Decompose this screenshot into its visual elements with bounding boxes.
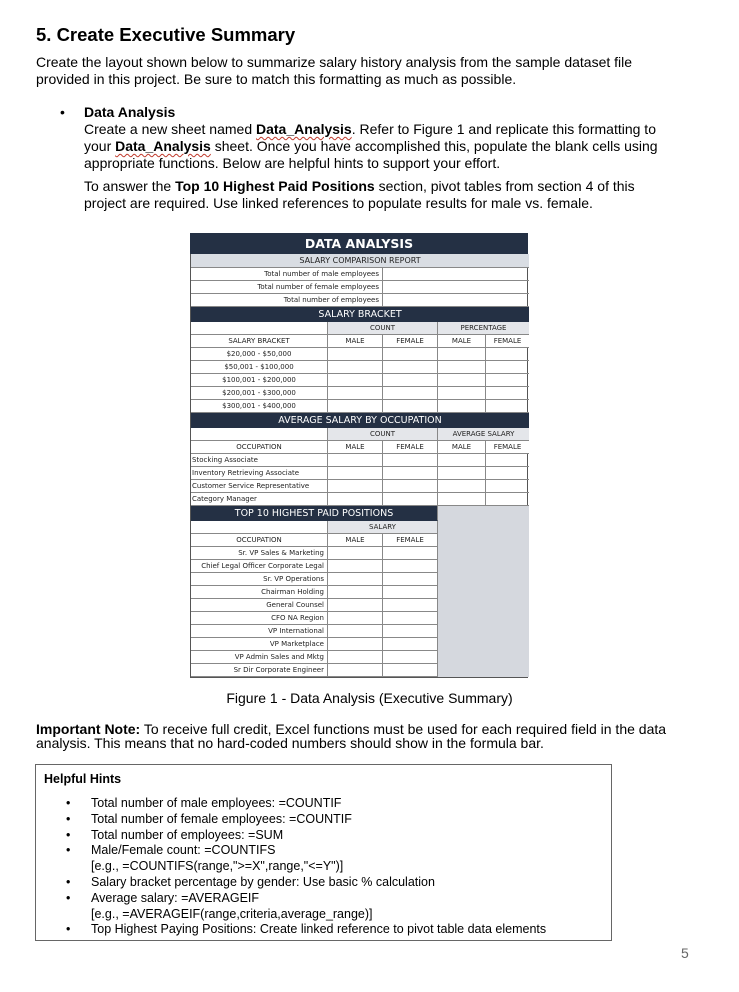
bullet-icon: • [66, 796, 71, 810]
data-cell[interactable] [383, 612, 438, 625]
data-cell[interactable] [383, 387, 438, 400]
helpful-hints-box [35, 764, 612, 941]
hints-title: Helpful Hints [44, 772, 122, 786]
data-cell[interactable] [383, 573, 438, 586]
page-number: 5 [681, 945, 689, 961]
data-cell[interactable] [486, 387, 529, 400]
hint-item: • Total number of male employees: =COUNTIF [66, 796, 342, 810]
occupation-col-header: OCCUPATION [191, 534, 328, 547]
data-cell[interactable] [383, 467, 438, 480]
data-cell[interactable] [328, 625, 383, 638]
total-employees-cell[interactable] [383, 294, 529, 307]
figure-caption: Figure 1 - Data Analysis (Executive Summary) [226, 690, 513, 706]
male-header: MALE [438, 335, 486, 348]
data-cell[interactable] [328, 664, 383, 677]
salary-bracket-band: SALARY BRACKET [191, 307, 529, 322]
data-cell[interactable] [486, 480, 529, 493]
position-label: Sr. VP Sales & Marketing [191, 547, 328, 560]
bracket-label: $100,001 - $200,000 [191, 374, 328, 387]
bullet-icon: • [66, 922, 71, 937]
data-cell[interactable] [328, 480, 383, 493]
data-cell[interactable] [486, 361, 529, 374]
female-header: FEMALE [383, 335, 438, 348]
male-header: MALE [438, 441, 486, 454]
data-analysis-figure [190, 233, 528, 678]
position-label: Chief Legal Officer Corporate Legal [191, 560, 328, 573]
data-cell[interactable] [438, 387, 486, 400]
data-cell[interactable] [328, 348, 383, 361]
total-male-cell[interactable] [383, 268, 529, 281]
male-header: MALE [328, 534, 383, 547]
data-cell[interactable] [383, 400, 438, 413]
data-cell[interactable] [383, 586, 438, 599]
top10-grid [190, 506, 528, 678]
note-text: To receive full credit, Excel functions must be used for each required field in the data analysis. This means that no hard-coded numbers should show in the formula bar. [36, 721, 667, 751]
page-title: 5. Create Executive Summary [36, 24, 296, 45]
position-label: VP Marketplace [191, 638, 328, 651]
data-cell[interactable] [383, 560, 438, 573]
data-cell[interactable] [486, 454, 529, 467]
data-cell[interactable] [328, 586, 383, 599]
data-cell[interactable] [328, 638, 383, 651]
occupation-band: AVERAGE SALARY BY OCCUPATION [191, 413, 529, 428]
hint-item: • Total number of employees: =SUM [66, 827, 284, 842]
hint-item: • Average salary: =AVERAGEIF [e.g., =AVERAGEIF(range,criteria,average_range)] [66, 890, 373, 921]
hints-list [66, 796, 606, 938]
data-cell[interactable] [438, 400, 486, 413]
sheet-name-2: Data_Analysis [115, 138, 211, 154]
data-cell[interactable] [328, 612, 383, 625]
data-cell[interactable] [438, 454, 486, 467]
data-cell[interactable] [438, 467, 486, 480]
occupation-label: Inventory Retrieving Associate [191, 467, 328, 480]
data-cell[interactable] [328, 454, 383, 467]
data-cell[interactable] [486, 400, 529, 413]
hint-item: • Male/Female count: =COUNTIFS [e.g., =COUNTIFS(range,">=X",range,"<=Y")] [66, 843, 344, 874]
female-header: FEMALE [486, 441, 529, 454]
blank-cell [191, 322, 328, 335]
bracket-label: $20,000 - $50,000 [191, 348, 328, 361]
data-cell[interactable] [438, 361, 486, 374]
data-cell[interactable] [438, 480, 486, 493]
data-cell[interactable] [383, 547, 438, 560]
data-cell[interactable] [383, 454, 438, 467]
data-cell[interactable] [328, 361, 383, 374]
bullet-icon: • [66, 874, 71, 889]
bracket-label: $50,001 - $100,000 [191, 361, 328, 374]
data-cell[interactable] [328, 400, 383, 413]
sheet-name: Data_Analysis [256, 121, 352, 137]
figure-title: DATA ANALYSIS [190, 233, 528, 254]
occupation-label: Stocking Associate [191, 454, 328, 467]
position-label: Sr Dir Corporate Engineer [191, 664, 328, 677]
data-analysis-section [60, 104, 680, 212]
position-label: VP International [191, 625, 328, 638]
pivot-paragraph: To answer the Top 10 Highest Paid Positions section, pivot tables from section 4 of this project are required. Use linked references to populate results for male vs. female. [84, 178, 635, 211]
male-header: MALE [328, 441, 383, 454]
avg-salary-header: AVERAGE SALARY [438, 428, 529, 441]
occupation-col-header: OCCUPATION [191, 441, 328, 454]
position-label: Sr. VP Operations [191, 573, 328, 586]
data-cell[interactable] [328, 467, 383, 480]
data-cell[interactable] [328, 374, 383, 387]
data-cell[interactable] [438, 348, 486, 361]
hint-item: • Top Highest Paying Positions: Create linked reference to pivot table data elements [66, 922, 547, 937]
data-cell[interactable] [486, 467, 529, 480]
position-label: Chairman Holding [191, 586, 328, 599]
data-cell[interactable] [383, 664, 438, 677]
intro-paragraph: Create the layout shown below to summarize salary history analysis from the sample dataset file provided in this project. Be sure to match this formatting as much as possible. [36, 54, 633, 87]
count-header: COUNT [328, 428, 438, 441]
data-cell[interactable] [383, 625, 438, 638]
section-title: Data Analysis [84, 104, 176, 120]
data-cell[interactable] [328, 599, 383, 612]
bracket-label: $300,001 - $400,000 [191, 400, 328, 413]
position-label: CFO NA Region [191, 612, 328, 625]
data-cell[interactable] [328, 387, 383, 400]
data-cell[interactable] [383, 480, 438, 493]
occupation-label: Category Manager [191, 493, 328, 506]
data-cell[interactable] [383, 374, 438, 387]
male-header: MALE [328, 335, 383, 348]
bullet-icon: • [60, 104, 65, 120]
female-header: FEMALE [383, 441, 438, 454]
important-note [36, 722, 676, 750]
female-header: FEMALE [486, 335, 529, 348]
instructions-paragraph: Create a new sheet named Data_Analysis. Refer to Figure 1 and replicate this formatting to your Data_Analysis sheet. Once you have accomplished this, populate the blank cells using appropriate functions. Below are helpful hints to support your effort. [84, 121, 658, 171]
blank-cell [191, 521, 328, 534]
bracket-label: $200,001 - $300,000 [191, 387, 328, 400]
figure-grid [190, 254, 528, 506]
data-cell[interactable] [328, 651, 383, 664]
total-female-cell[interactable] [383, 281, 529, 294]
female-header: FEMALE [383, 534, 438, 547]
salary-bracket-col-header: SALARY BRACKET [191, 335, 328, 348]
note-label: Important Note: [36, 721, 141, 737]
blank-cell [191, 428, 328, 441]
data-cell[interactable] [383, 599, 438, 612]
total-female-label: Total number of female employees [191, 281, 383, 294]
data-cell[interactable] [438, 374, 486, 387]
position-label: VP Admin Sales and Mktg [191, 651, 328, 664]
total-employees-label: Total number of employees [191, 294, 383, 307]
total-male-label: Total number of male employees [191, 268, 383, 281]
data-cell[interactable] [383, 651, 438, 664]
report-subtitle: SALARY COMPARISON REPORT [191, 254, 529, 268]
position-label: General Counsel [191, 599, 328, 612]
percentage-header: PERCENTAGE [438, 322, 529, 335]
top10-band: TOP 10 HIGHEST PAID POSITIONS [191, 506, 438, 521]
data-cell[interactable] [328, 493, 383, 506]
data-cell[interactable] [486, 374, 529, 387]
data-cell[interactable] [328, 573, 383, 586]
data-cell[interactable] [383, 493, 438, 506]
data-cell[interactable] [383, 348, 438, 361]
data-cell[interactable] [383, 361, 438, 374]
salary-header: SALARY [328, 521, 438, 534]
grey-filler [438, 506, 529, 677]
count-header: COUNT [328, 322, 438, 335]
data-cell[interactable] [486, 493, 529, 506]
bullet-icon: • [66, 890, 71, 905]
bullet-icon: • [66, 827, 71, 842]
data-cell[interactable] [328, 560, 383, 573]
hint-item: • Total number of female employees: =COUNTIF [66, 811, 352, 826]
data-cell[interactable] [383, 638, 438, 651]
bullet-icon: • [66, 811, 71, 826]
occupation-label: Customer Service Representative [191, 480, 328, 493]
hint-item: • Salary bracket percentage by gender: Use basic % calculation [66, 874, 435, 889]
data-cell[interactable] [486, 348, 529, 361]
data-cell[interactable] [438, 493, 486, 506]
data-cell[interactable] [328, 547, 383, 560]
bullet-icon: • [66, 843, 71, 858]
